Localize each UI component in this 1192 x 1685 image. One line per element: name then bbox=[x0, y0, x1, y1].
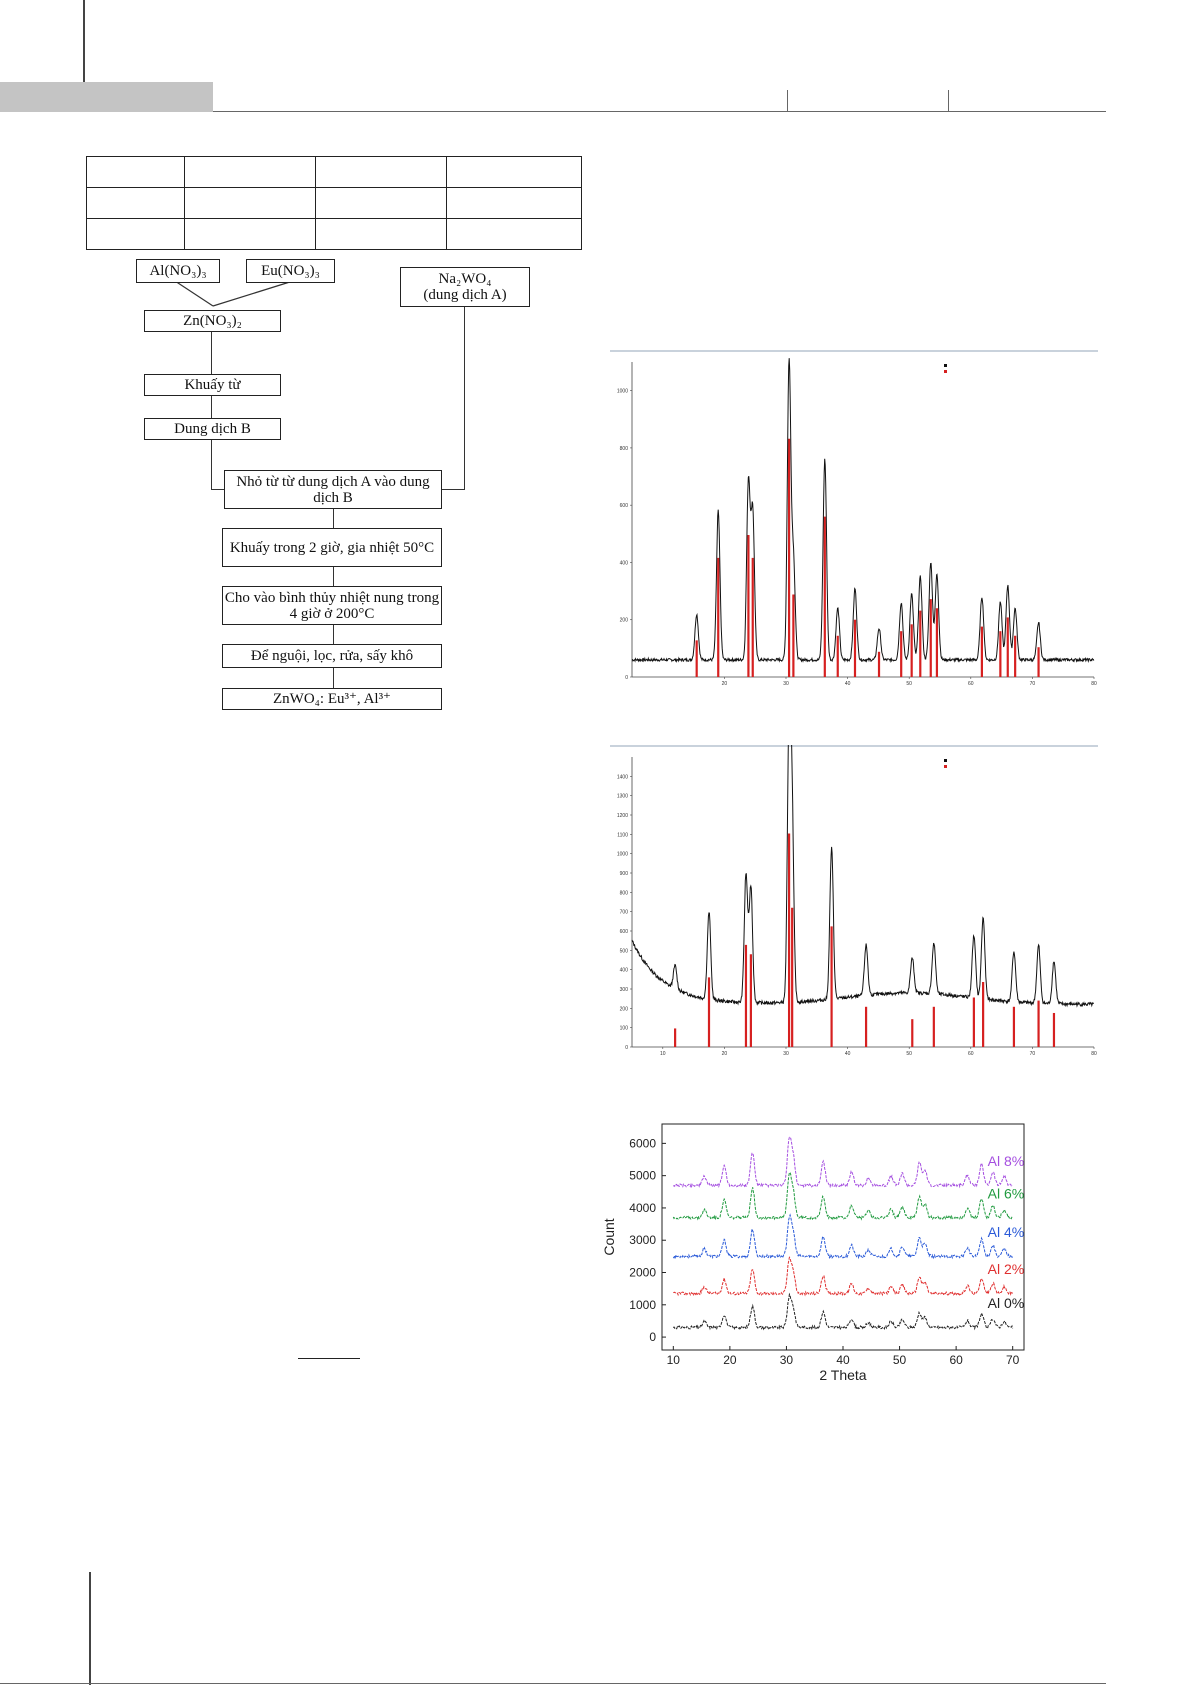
series-line bbox=[673, 1257, 1012, 1295]
x-tick-label: 20 bbox=[723, 1353, 737, 1367]
flow-stir-heat: Khuấy trong 2 giờ, gia nhiệt 50°C bbox=[222, 528, 442, 567]
x-tick-label: 80 bbox=[1091, 1051, 1097, 1057]
y-tick-label: 600 bbox=[619, 929, 628, 935]
flow-stir: Khuấy từ bbox=[144, 374, 281, 396]
y-axis-label: Count bbox=[601, 1218, 617, 1256]
x-tick-label: 10 bbox=[666, 1353, 680, 1367]
x-tick-label: 70 bbox=[1006, 1353, 1020, 1367]
series-label: Al 0% bbox=[987, 1295, 1025, 1312]
pattern-line bbox=[632, 745, 1094, 1006]
header-divider bbox=[948, 90, 949, 111]
legend-swatch bbox=[944, 364, 947, 367]
connector-line bbox=[333, 625, 334, 644]
series-label: Al 6% bbox=[987, 1185, 1025, 1202]
x-tick-label: 20 bbox=[721, 1051, 728, 1057]
flow-hydrothermal: Cho vào bình thủy nhiệt nung trong 4 giờ ở 200°C bbox=[222, 586, 442, 625]
x-tick-label: 30 bbox=[783, 681, 789, 687]
y-tick-label: 0 bbox=[649, 1330, 656, 1345]
y-tick-label: 700 bbox=[619, 909, 628, 916]
series-line bbox=[673, 1215, 1012, 1258]
y-tick-label: 0 bbox=[625, 675, 628, 681]
y-tick-label: 6000 bbox=[629, 1136, 656, 1151]
connector-line bbox=[464, 307, 465, 490]
series-label: Al 8% bbox=[987, 1152, 1025, 1169]
flow-eu-nitrate: Eu(NO₃)₃ bbox=[246, 259, 335, 283]
x-tick-label: 50 bbox=[892, 1353, 907, 1367]
xrd-chart-2-svg bbox=[610, 745, 1098, 1085]
header-divider bbox=[787, 90, 788, 111]
connector-line bbox=[441, 489, 465, 490]
y-tick-label: 1200 bbox=[616, 813, 628, 819]
flow-solution-b: Dung dịch B bbox=[144, 418, 281, 440]
short-rule bbox=[298, 1358, 360, 1359]
x-tick-label: 20 bbox=[721, 681, 728, 687]
y-tick-label: 5000 bbox=[629, 1168, 656, 1183]
x-tick-label: 70 bbox=[1029, 681, 1036, 687]
legend-swatch bbox=[944, 759, 947, 762]
x-tick-label: 40 bbox=[844, 1051, 851, 1057]
x-tick-label: 50 bbox=[906, 1051, 912, 1057]
xrd-chart-2 bbox=[610, 745, 1098, 1085]
y-tick-label: 2000 bbox=[629, 1265, 656, 1280]
flow-al-nitrate: Al(NO₃)₃ bbox=[136, 259, 220, 283]
connector-line bbox=[333, 567, 334, 586]
flow-drip: Nhỏ từ từ dung dịch A vào dung dịch B bbox=[224, 470, 442, 509]
connector-line bbox=[333, 509, 334, 528]
footer-rule bbox=[0, 1683, 1106, 1684]
series-label: Al 4% bbox=[987, 1224, 1025, 1240]
y-tick-label: 1100 bbox=[617, 832, 628, 839]
x-tick-label: 10 bbox=[660, 1051, 666, 1057]
x-tick-label: 50 bbox=[906, 681, 912, 687]
y-tick-label: 1000 bbox=[629, 1297, 656, 1312]
y-tick-label: 1300 bbox=[616, 793, 628, 800]
y-tick-label: 3000 bbox=[629, 1233, 656, 1248]
series-line bbox=[673, 1173, 1012, 1220]
connector-line bbox=[211, 396, 212, 418]
y-tick-label: 800 bbox=[619, 890, 628, 897]
xrd-chart-3 bbox=[596, 1118, 1102, 1388]
legend-swatch bbox=[944, 765, 947, 768]
connector-line bbox=[211, 332, 212, 374]
x-tick-label: 30 bbox=[783, 1051, 789, 1057]
connector-line bbox=[211, 489, 224, 490]
xrd-chart-3-svg bbox=[596, 1118, 1102, 1388]
connector-line bbox=[213, 281, 293, 306]
y-tick-label: 100 bbox=[619, 1025, 628, 1032]
y-tick-label: 0 bbox=[625, 1045, 628, 1051]
synthesis-flowchart bbox=[0, 0, 507, 707]
connector-line bbox=[175, 281, 213, 306]
y-tick-label: 400 bbox=[619, 967, 628, 974]
y-tick-label: 400 bbox=[619, 560, 628, 567]
x-tick-label: 80 bbox=[1091, 681, 1097, 687]
y-tick-label: 500 bbox=[619, 948, 628, 955]
y-tick-label: 1000 bbox=[616, 388, 628, 395]
xrd-chart-1 bbox=[610, 350, 1098, 715]
y-tick-label: 800 bbox=[619, 445, 628, 452]
flow-na-tungstate bbox=[400, 267, 530, 307]
series-line bbox=[673, 1294, 1012, 1329]
connector-line bbox=[211, 440, 212, 489]
flow-product: ZnWO₄: Eu³⁺, Al³⁺ bbox=[222, 688, 442, 710]
flow-na-tungstate-note: (dung dịch A) bbox=[423, 287, 507, 303]
x-tick-label: 30 bbox=[779, 1353, 794, 1367]
y-tick-label: 900 bbox=[619, 871, 628, 877]
y-tick-label: 4000 bbox=[629, 1200, 656, 1215]
x-axis-label: 2 Theta bbox=[819, 1367, 867, 1383]
flow-zn-nitrate: Zn(NO₃)₂ bbox=[144, 310, 281, 332]
flow-na-tungstate-label: Na₂WO₄ bbox=[438, 271, 492, 287]
y-tick-label: 200 bbox=[619, 617, 628, 624]
connector-line bbox=[333, 668, 334, 688]
series-label: Al 2% bbox=[987, 1261, 1025, 1278]
legend-swatch bbox=[944, 370, 947, 373]
plot-frame bbox=[662, 1124, 1024, 1350]
x-tick-label: 40 bbox=[844, 681, 851, 687]
xrd-chart-1-svg bbox=[610, 350, 1098, 715]
footer-vertical-rule bbox=[89, 1572, 91, 1685]
pattern-line bbox=[632, 358, 1094, 661]
x-tick-label: 60 bbox=[968, 1051, 974, 1057]
x-tick-label: 60 bbox=[949, 1353, 963, 1367]
y-tick-label: 200 bbox=[619, 1006, 628, 1013]
y-tick-label: 1000 bbox=[616, 851, 628, 858]
y-tick-label: 300 bbox=[619, 987, 628, 993]
series-line bbox=[673, 1137, 1012, 1187]
y-tick-label: 600 bbox=[619, 503, 628, 510]
x-tick-label: 40 bbox=[836, 1353, 850, 1367]
x-tick-label: 70 bbox=[1029, 1051, 1036, 1057]
x-tick-label: 60 bbox=[968, 681, 974, 687]
y-tick-label: 1400 bbox=[616, 774, 628, 781]
flow-cool: Để nguội, lọc, rửa, sấy khô bbox=[222, 644, 442, 668]
